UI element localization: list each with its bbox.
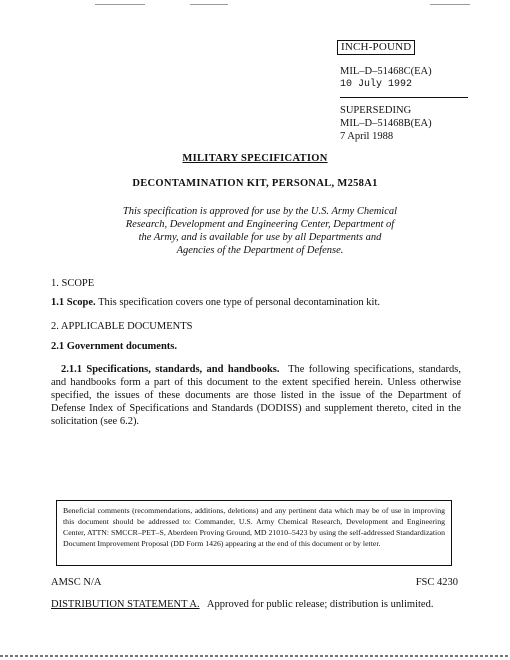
- scope-paragraph-text: This specification covers one type of personal decontamination kit.: [98, 297, 381, 308]
- government-documents-heading: [51, 341, 177, 352]
- distribution-statement-text: Approved for public release; distribution is unlimited.: [206, 599, 434, 610]
- document-title: MILITARY SPECIFICATION: [182, 153, 328, 164]
- distribution-statement: [51, 599, 461, 610]
- document-subtitle: DECONTAMINATION KIT, PERSONAL, M258A1: [132, 178, 378, 189]
- scope-paragraph: [51, 297, 380, 308]
- scan-mark: [190, 4, 228, 5]
- spec-header-block: [340, 65, 468, 143]
- scan-mark: [95, 4, 145, 5]
- superseded-number: MIL–D–51468B(EA): [340, 118, 432, 129]
- scope-heading: 1. SCOPE: [51, 278, 95, 289]
- superseded-date: 7 April 1988: [340, 131, 394, 142]
- approval-statement: This specification is approved for use by the U.S. Army Chemical Research, Development and Engineering Center, Department of the Army, and is available for use by all Departments and Agencies of the Department of Defense.: [122, 206, 398, 256]
- spec-date: 10 July 1992: [340, 79, 413, 90]
- scan-mark: [430, 4, 470, 5]
- specifications-paragraph-label: 2.1.1 Specifications, standards, and handbooks.: [61, 364, 280, 375]
- amsc-label: AMSC N/A: [51, 577, 102, 588]
- comments-notice-box: Beneficial comments (recommendations, additions, deletions) and any pertinent data which may be of use in improving this document should be addressed to: Commander, U.S. Army Chemical Research, Development and Engineering Center, ATTN: SMCCR–PET–S, Aberdeen Proving Ground, MD 21010–5423 by using the self-addressed Standardization Document Improvement Proposal (DD Form 1426) appearing at the end of this document or by letter.: [56, 500, 452, 566]
- government-documents-label: 2.1 Government documents.: [51, 341, 177, 352]
- distribution-statement-label: DISTRIBUTION STATEMENT A.: [51, 599, 200, 610]
- spec-number: MIL–D–51468C(EA): [340, 66, 432, 77]
- inch-pound-label: INCH-POUND: [337, 40, 415, 55]
- specifications-paragraph-text: The following specifications, standards, and handbooks form a part of this document to the extent specified herein. Unless otherwise specified, the issues of these documents are those listed in the issue of the Department of Defense Index of Specifications and Standards (DODISS) and supplement thereto, cited in the solicitation (see 6.2).: [51, 364, 461, 427]
- header-rule: [340, 97, 468, 98]
- applicable-documents-heading: 2. APPLICABLE DOCUMENTS: [51, 321, 193, 332]
- scope-paragraph-label: 1.1 Scope.: [51, 297, 96, 308]
- superseding-label: SUPERSEDING: [340, 105, 412, 116]
- scan-bottom-edge: [0, 655, 510, 657]
- fsc-label: FSC 4230: [415, 577, 458, 588]
- specifications-paragraph: [51, 363, 461, 428]
